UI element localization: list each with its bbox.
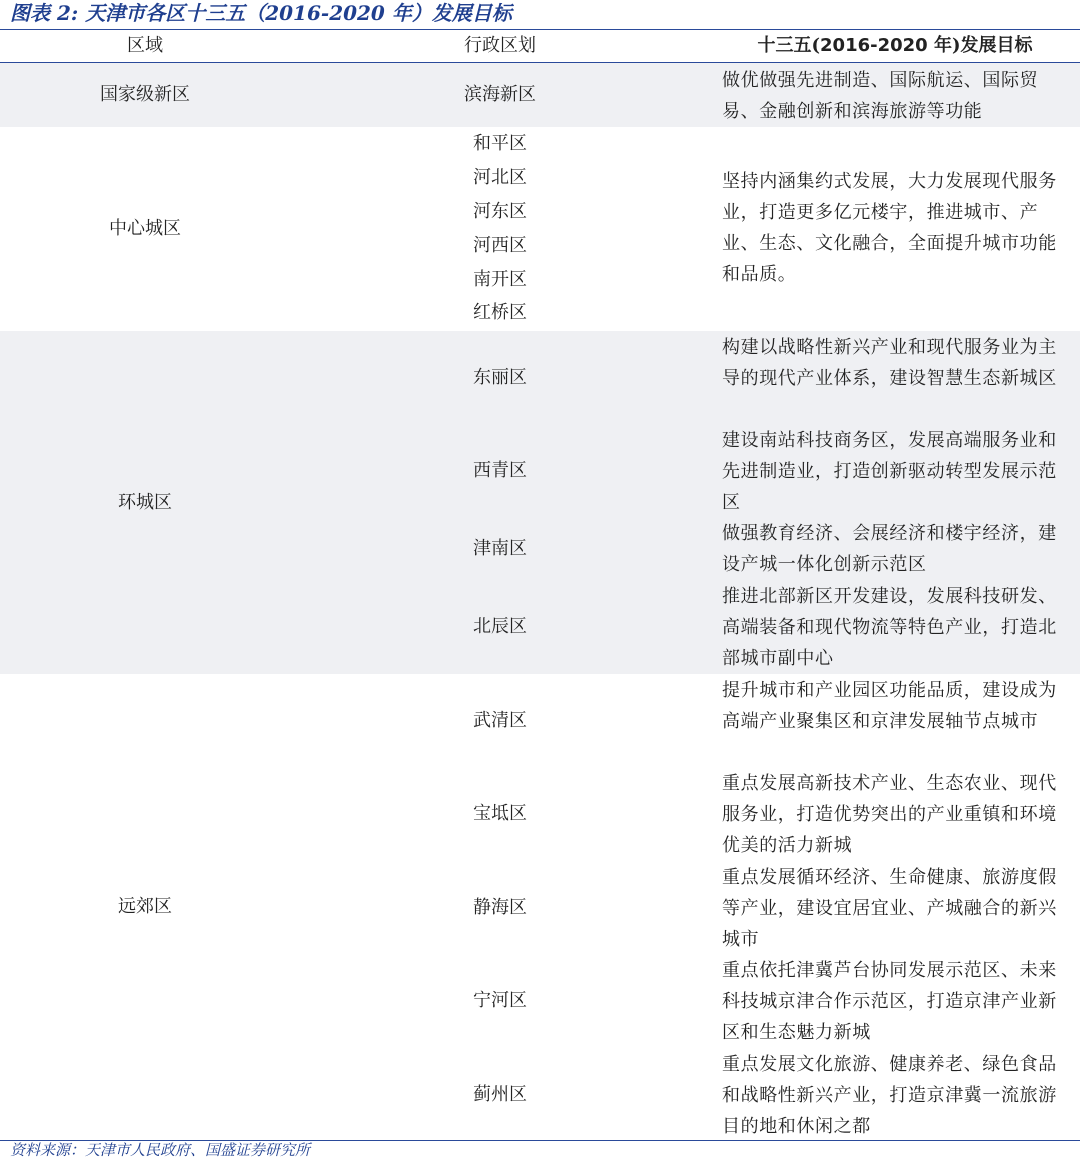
goal-cell: 坚持内涵集约式发展，大力发展现代服务业，打造更多亿元楼宇，推进城市、产业、生态、文化融合，全面提升城市功能和品质。 [722,171,1057,285]
header-region: 区域 [127,35,163,56]
district-cell: 武清区 [473,710,527,731]
region-label: 环城区 [118,492,172,513]
goal-cell: 做优做强先进制造、国际航运、国际贸易、金融创新和滨海旅游等功能 [722,70,1039,122]
goal-cell: 重点发展循环经济、生命健康、旅游度假等产业，建设宜居宜业、产城融合的新兴城市 [722,867,1057,950]
goal-cell: 重点发展高新技术产业、生态农业、现代服务业，打造优势突出的产业重镇和环境优美的活力新城 [722,773,1057,856]
region-label: 中心城区 [109,218,181,239]
district-cell: 北辰区 [473,616,527,637]
group-central-districts [0,127,1080,331]
district-cell: 西青区 [473,460,527,481]
district-cell: 和平区 [473,133,527,154]
group-outer-suburbs [0,674,1080,1140]
district-cell: 蓟州区 [473,1084,527,1105]
source-note: 资料来源：天津市人民政府、国盛证券研究所 [10,1141,311,1159]
district-cell: 滨海新区 [464,84,536,105]
district-cell: 河东区 [473,201,527,222]
district-cell: 宝坻区 [473,803,527,824]
goal-cell: 重点依托津冀芦台协同发展示范区、未来科技城京津合作示范区，打造京津产业新区和生态魅力新城 [722,960,1057,1043]
header-goal-years: 2016-2020 [820,35,928,56]
district-cell: 静海区 [473,897,527,918]
district-cell: 津南区 [473,538,527,559]
goal-cell: 做强教育经济、会展经济和楼宇经济，建设产城一体化创新示范区 [722,523,1057,575]
header-district: 行政区划 [464,35,536,56]
goal-cell: 推进北部新区开发建设，发展科技研发、高端装备和现代物流等特色产业，打造北部城市副中心 [722,586,1057,669]
goal-cell: 提升城市和产业园区功能品质，建设成为高端产业聚集区和京津发展轴节点城市 [722,680,1057,732]
region-label: 国家级新区 [100,84,190,105]
table-header [0,30,1080,62]
district-cell: 红桥区 [473,302,527,323]
header-goal-prefix: 十三五( [757,35,821,56]
district-cell: 河西区 [473,235,527,256]
region-label: 远郊区 [118,896,172,917]
figure-title: 图表 2: 天津市各区十三五（2016-2020 年）发展目标 [10,1,512,25]
header-goal [710,30,1080,62]
district-cell: 东丽区 [473,367,527,388]
goal-cell: 建设南站科技商务区，发展高端服务业和先进制造业，打造创新驱动转型发展示范区 [722,430,1057,513]
group-national-new-area [0,63,1080,127]
header-goal-suffix: 年)发展目标 [927,35,1033,56]
district-cell: 南开区 [473,269,527,290]
goal-cell: 重点发展文化旅游、健康养老、绿色食品和战略性新兴产业，打造京津冀一流旅游目的地和休闲之都 [722,1054,1057,1137]
goal-cell: 构建以战略性新兴产业和现代服务业为主导的现代产业体系，建设智慧生态新城区 [722,337,1057,389]
district-cell: 宁河区 [473,990,527,1011]
group-ring-districts [0,331,1080,674]
district-cell: 河北区 [473,167,527,188]
